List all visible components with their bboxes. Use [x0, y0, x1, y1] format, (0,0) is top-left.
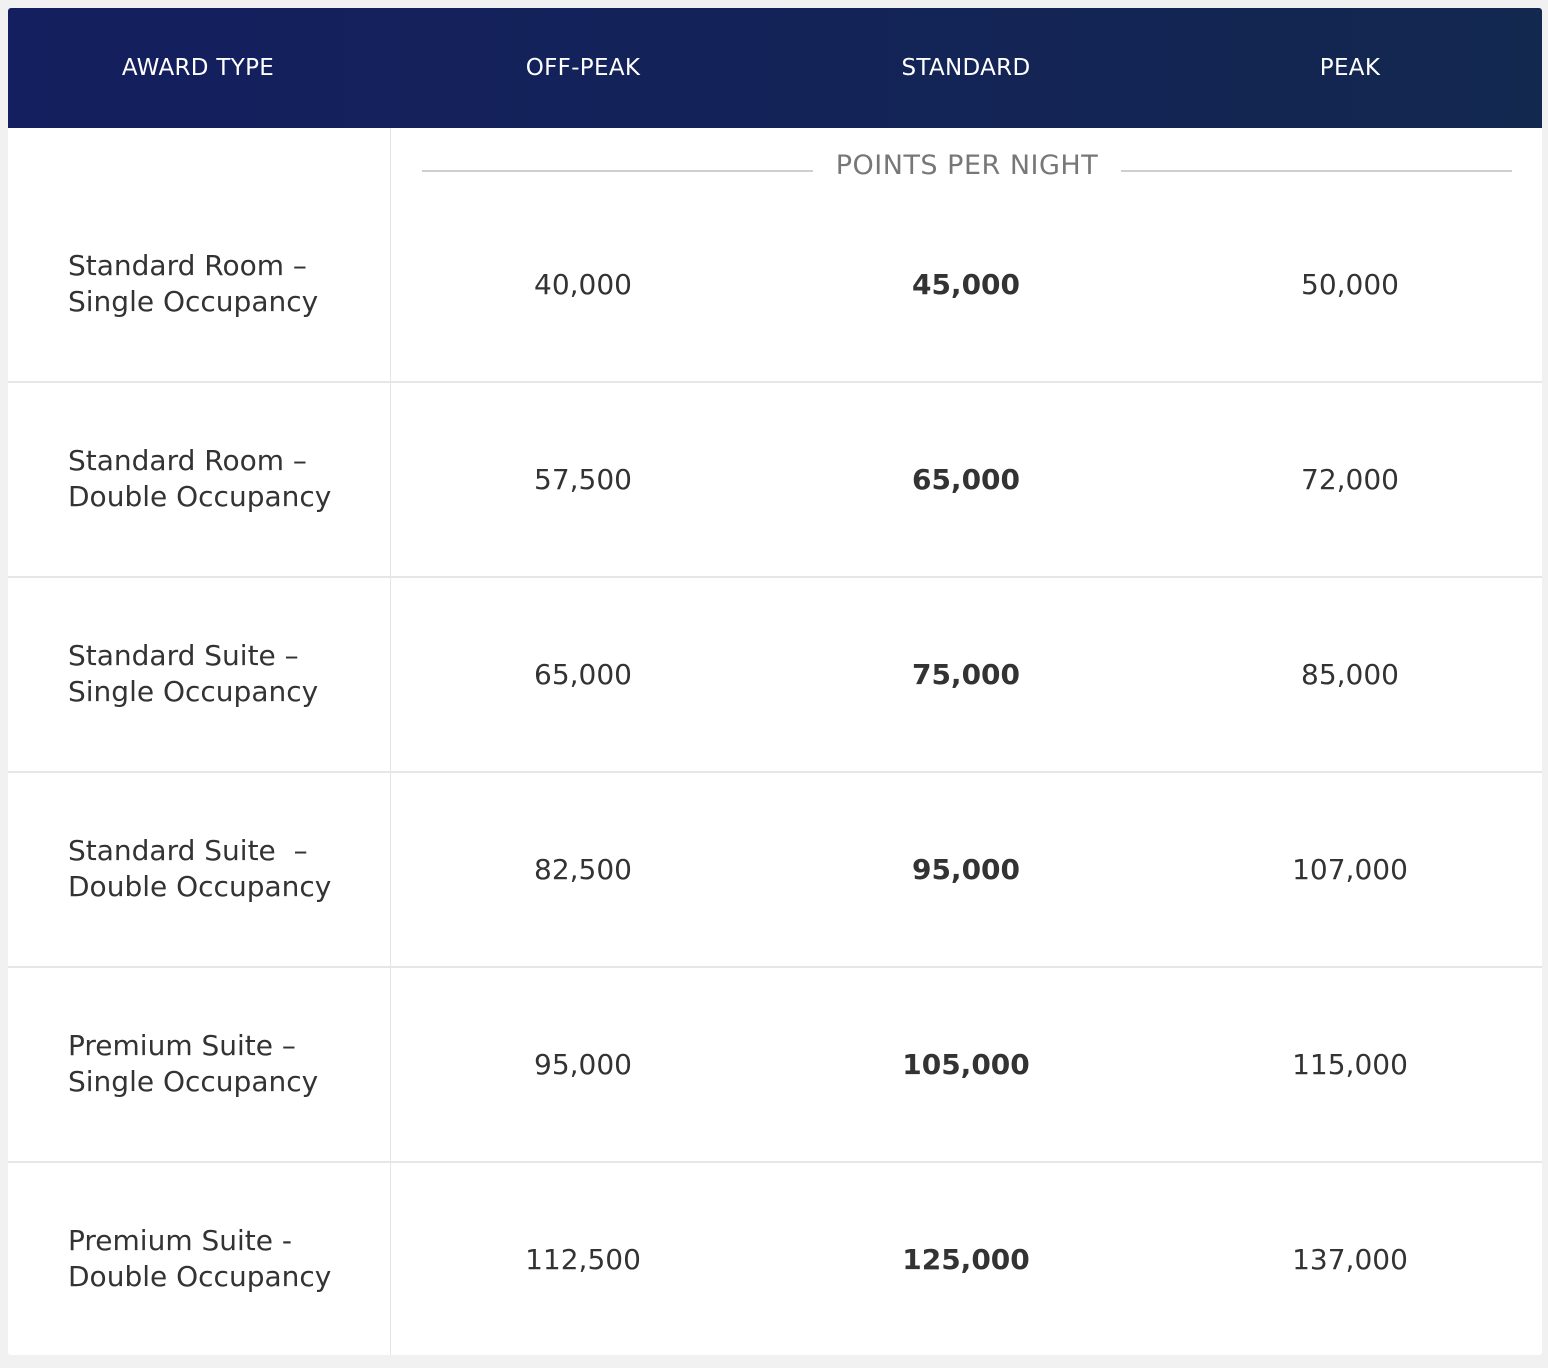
row-divider — [8, 576, 1542, 578]
award-line-2: Double Occupancy — [68, 1260, 332, 1293]
award-line-1: Standard Room – — [68, 444, 307, 477]
row-divider — [8, 1161, 1542, 1163]
row-divider — [8, 771, 1542, 773]
peak-value: 50,000 — [1301, 268, 1399, 301]
subheader-rule-right — [1121, 170, 1512, 172]
award-type-cell — [68, 638, 368, 710]
award-line-2: Double Occupancy — [68, 870, 332, 903]
award-type-cell — [68, 833, 368, 905]
award-line-1: Standard Suite – — [68, 834, 308, 867]
off-peak-value: 65,000 — [534, 658, 632, 691]
header-peak: PEAK — [1319, 55, 1381, 81]
standard-value: 95,000 — [911, 853, 1021, 886]
standard-value: 65,000 — [911, 463, 1021, 496]
award-line-2: Single Occupancy — [68, 285, 319, 318]
award-line-2: Double Occupancy — [68, 480, 332, 513]
standard-value: 125,000 — [902, 1243, 1030, 1276]
award-type-cell — [68, 443, 368, 515]
award-type-cell — [68, 1028, 368, 1100]
table-header — [8, 8, 1542, 128]
award-line-2: Single Occupancy — [68, 675, 319, 708]
award-line-2: Single Occupancy — [68, 1065, 319, 1098]
award-line-1: Premium Suite – — [68, 1029, 296, 1062]
row-divider — [8, 966, 1542, 968]
points-per-night-label: POINTS PER NIGHT — [835, 150, 1099, 181]
header-award-type: AWARD TYPE — [121, 55, 275, 81]
peak-value: 85,000 — [1301, 658, 1399, 691]
standard-value: 75,000 — [911, 658, 1021, 691]
subheader-rule-left — [422, 170, 813, 172]
peak-value: 115,000 — [1292, 1048, 1408, 1081]
peak-value: 72,000 — [1301, 463, 1399, 496]
row-divider — [8, 381, 1542, 383]
off-peak-value: 95,000 — [534, 1048, 632, 1081]
points-per-night-subheader — [391, 128, 1542, 214]
award-line-1: Premium Suite - — [68, 1224, 292, 1257]
award-line-1: Standard Room – — [68, 249, 307, 282]
off-peak-value: 82,500 — [534, 853, 632, 886]
award-type-cell — [68, 1223, 368, 1295]
off-peak-value: 112,500 — [525, 1243, 641, 1276]
peak-value: 137,000 — [1292, 1243, 1408, 1276]
header-standard: STANDARD — [901, 55, 1031, 81]
header-off-peak: OFF-PEAK — [525, 55, 641, 81]
award-chart-table — [8, 8, 1542, 1355]
standard-value: 105,000 — [902, 1048, 1030, 1081]
standard-value: 45,000 — [911, 268, 1021, 301]
award-line-1: Standard Suite – — [68, 639, 299, 672]
peak-value: 107,000 — [1292, 853, 1408, 886]
award-type-cell — [68, 248, 368, 320]
off-peak-value: 57,500 — [534, 463, 632, 496]
column-divider — [390, 128, 391, 1355]
off-peak-value: 40,000 — [534, 268, 632, 301]
